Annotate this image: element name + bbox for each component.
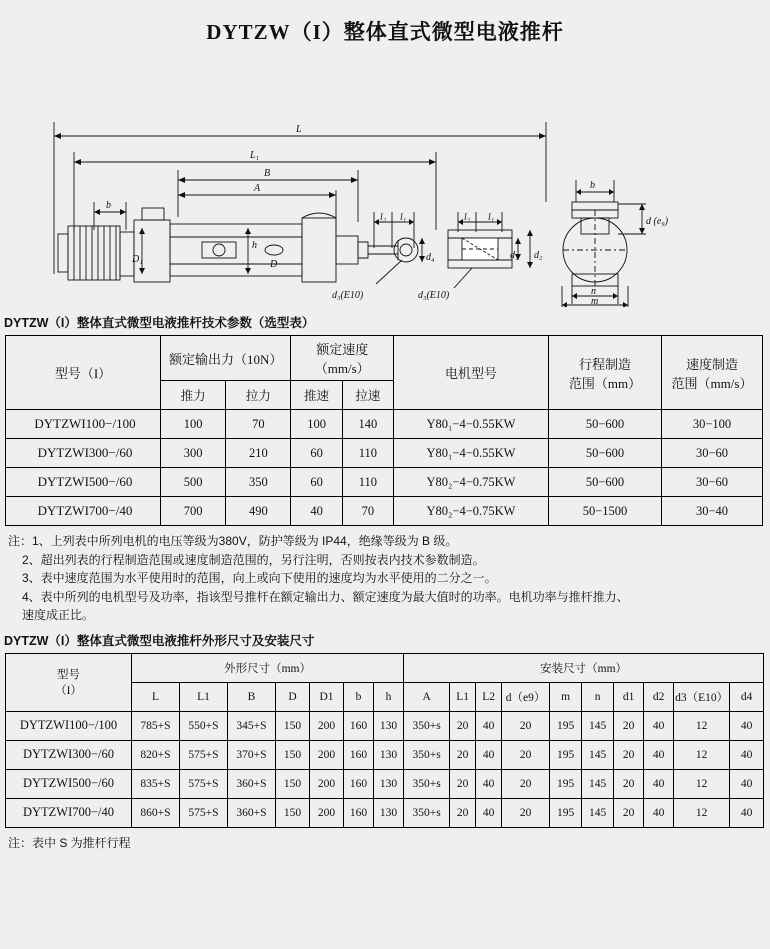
- spec-header-motor: 电机型号: [394, 336, 549, 410]
- spec-cell-push: 700: [161, 497, 226, 526]
- table-row: [6, 740, 764, 769]
- dim-cell: 12: [674, 769, 730, 798]
- dim-cell: 20: [450, 798, 476, 827]
- dim-cell: 150: [276, 711, 310, 740]
- dim-cell: 12: [674, 740, 730, 769]
- dim-cell: 350+s: [404, 740, 450, 769]
- label-b-left: b: [106, 200, 111, 211]
- dim-cell: 200: [310, 711, 344, 740]
- dim-cell-model: DYTZWI700−/40: [6, 798, 132, 827]
- table-row: [6, 711, 764, 740]
- spec-cell-stroke: 50−600: [549, 439, 662, 468]
- spec-header-speed-range: [662, 336, 763, 410]
- spec-notes: [8, 532, 762, 625]
- dim-cell: 40: [730, 711, 764, 740]
- dim-cell: 20: [502, 798, 550, 827]
- note-line-2: 2、超出列表的行程制造范围或速度制造范围的，另行注明，否则按表内技术参数制造。: [22, 552, 485, 567]
- spec-header-push: 推力: [161, 381, 226, 410]
- dim-cell: 20: [502, 740, 550, 769]
- dim-cell: 40: [476, 769, 502, 798]
- dim-cell: 20: [450, 740, 476, 769]
- dim-cell: 145: [582, 769, 614, 798]
- spec-cell-vrange: 30−40: [662, 497, 763, 526]
- note-line-3: 3、表中速度范围为水平使用时的范围，向上或向下使用的速度均为水平使用的二分之一。: [22, 571, 497, 586]
- dim-cell: 350+s: [404, 769, 450, 798]
- dim-col-D1: D1: [310, 682, 344, 711]
- spec-header-speedrange-l1: 速度制造: [685, 356, 738, 372]
- dim-cell: 200: [310, 769, 344, 798]
- spec-cell-vrange: 30−100: [662, 410, 763, 439]
- dim-cell: 145: [582, 798, 614, 827]
- dim-cell: 130: [374, 769, 404, 798]
- dim-cell-model: DYTZWI100−/100: [6, 711, 132, 740]
- label-A: A: [254, 183, 261, 194]
- label-D1: D₁: [132, 254, 143, 265]
- spec-cell-pull: 350: [226, 468, 291, 497]
- spec-cell-vrange: 30−60: [662, 468, 763, 497]
- spec-cell-model: DYTZWI300−/60: [6, 439, 161, 468]
- spec-table: [5, 335, 763, 526]
- spec-cell-pull: 210: [226, 439, 291, 468]
- dim-cell: 40: [644, 711, 674, 740]
- dim-header-model-l2: （I）: [55, 685, 82, 698]
- label-m: m: [591, 296, 599, 307]
- dim-cell: 40: [644, 769, 674, 798]
- spec-cell-stroke: 50−1500: [549, 497, 662, 526]
- dim-cell: 20: [614, 711, 644, 740]
- spec-cell-pull: 490: [226, 497, 291, 526]
- dim-cell: 20: [614, 798, 644, 827]
- dim-col-d1: d1: [614, 682, 644, 711]
- spec-cell-vpull: 70: [342, 497, 393, 526]
- dim-cell: 195: [550, 769, 582, 798]
- dim-cell: 195: [550, 711, 582, 740]
- dim-note: 注：表中 S 为推杆行程: [8, 835, 131, 850]
- label-L1: L₁: [250, 150, 260, 161]
- note-line-1: 注：1、上列表中所列电机的电压等级为380V，防护等级为 IP44，绝缘等级为 B 级。: [8, 534, 458, 548]
- table-row: [6, 439, 763, 468]
- label-d3-mid: d₃(E10): [418, 290, 450, 301]
- dim-cell: 860+S: [132, 798, 180, 827]
- label-d2: d₂: [534, 250, 543, 261]
- dim-cell: 200: [310, 740, 344, 769]
- dim-cell: 20: [450, 711, 476, 740]
- label-d4: d₄: [426, 252, 435, 263]
- dim-cell: 575+S: [180, 798, 228, 827]
- spec-cell-vpush: 60: [291, 439, 342, 468]
- note-line-5: 速度成正比。: [22, 608, 95, 623]
- spec-cell-motor: Y80₁−4−0.55KW: [394, 439, 549, 468]
- dim-cell: 195: [550, 740, 582, 769]
- dim-cell: 360+S: [228, 798, 276, 827]
- dim-cell: 150: [276, 798, 310, 827]
- spec-cell-vpull: 140: [342, 410, 393, 439]
- dim-cell: 575+S: [180, 740, 228, 769]
- page-title: DYTZW（I）整体直式微型电液推杆: [206, 20, 564, 44]
- dim-cell: 20: [614, 740, 644, 769]
- dim-cell: 12: [674, 711, 730, 740]
- spec-header-speed-pull: 拉速: [342, 381, 393, 410]
- dim-cell: 150: [276, 740, 310, 769]
- spec-cell-stroke: 50−600: [549, 468, 662, 497]
- spec-cell-model: DYTZWI700−/40: [6, 497, 161, 526]
- dim-col-b: b: [344, 682, 374, 711]
- spec-cell-vrange: 30−60: [662, 439, 763, 468]
- dim-cell: 350+s: [404, 798, 450, 827]
- dim-cell: 145: [582, 740, 614, 769]
- drawing-svg: [6, 52, 764, 307]
- dim-cell: 370+S: [228, 740, 276, 769]
- spec-header-model: 型号（I）: [6, 336, 161, 410]
- table-row: [6, 798, 764, 827]
- label-de9: d (e₉): [646, 216, 669, 227]
- dim-caption: DYTZW（I）整体直式微型电液推杆外形尺寸及安装尺寸: [4, 633, 315, 648]
- dim-col-d4: d4: [730, 682, 764, 711]
- label-d1: d₁: [510, 250, 519, 261]
- spec-cell-motor: Y80₁−4−0.55KW: [394, 410, 549, 439]
- dim-col-d3: d3（E10）: [674, 682, 730, 711]
- dim-cell: 20: [502, 711, 550, 740]
- dim-cell: 40: [644, 798, 674, 827]
- dim-cell-model: DYTZWI500−/60: [6, 769, 132, 798]
- dim-cell: 40: [644, 740, 674, 769]
- spec-header-speed: 额定速度（mm/s）: [291, 336, 394, 381]
- spec-cell-push: 300: [161, 439, 226, 468]
- spec-cell-push: 100: [161, 410, 226, 439]
- technical-drawing: [6, 52, 764, 307]
- dim-col-L1i: L1: [450, 682, 476, 711]
- dim-col-L1: L1: [180, 682, 228, 711]
- label-l2-left: l₂: [380, 212, 387, 223]
- dim-cell: 12: [674, 798, 730, 827]
- dim-cell: 160: [344, 740, 374, 769]
- dim-cell: 130: [374, 740, 404, 769]
- dim-cell: 820+S: [132, 740, 180, 769]
- spec-header-stroke: [549, 336, 662, 410]
- spec-header-stroke-l2: 范围（mm）: [568, 375, 642, 391]
- dim-cell: 160: [344, 711, 374, 740]
- dim-col-h: h: [374, 682, 404, 711]
- note-line-4: 4、表中所列的电机型号及功率，指该型号推杆在额定输出力、额定速度为最大值时的功率。电机功率与推杆推力、: [22, 589, 629, 604]
- dim-cell: 160: [344, 769, 374, 798]
- dim-cell-model: DYTZWI300−/60: [6, 740, 132, 769]
- spec-cell-vpull: 110: [342, 439, 393, 468]
- dim-col-m: m: [550, 682, 582, 711]
- dim-cell: 785+S: [132, 711, 180, 740]
- spec-cell-stroke: 50−600: [549, 410, 662, 439]
- dim-cell: 350+s: [404, 711, 450, 740]
- label-B: B: [264, 168, 271, 179]
- spec-header-row-1: [6, 336, 763, 381]
- spec-cell-vpull: 110: [342, 468, 393, 497]
- label-L: L: [296, 124, 302, 135]
- label-h: h: [252, 240, 257, 251]
- spec-header-stroke-l1: 行程制造: [578, 356, 631, 372]
- dim-cell: 130: [374, 711, 404, 740]
- spec-cell-pull: 70: [226, 410, 291, 439]
- dim-cell: 20: [502, 769, 550, 798]
- dim-cell: 40: [730, 740, 764, 769]
- table-row: [6, 497, 763, 526]
- dim-cell: 550+S: [180, 711, 228, 740]
- dim-cell: 40: [730, 798, 764, 827]
- spec-cell-motor: Y80₂−4−0.75KW: [394, 497, 549, 526]
- spec-cell-vpush: 40: [291, 497, 342, 526]
- table-row: [6, 468, 763, 497]
- spec-cell-model: DYTZWI100−/100: [6, 410, 161, 439]
- dim-col-n: n: [582, 682, 614, 711]
- dim-cell: 200: [310, 798, 344, 827]
- dim-header-model: [6, 653, 132, 711]
- dim-col-L: L: [132, 682, 180, 711]
- spec-header-pull: 拉力: [226, 381, 291, 410]
- dim-cell: 575+S: [180, 769, 228, 798]
- label-l1-left: l₁: [400, 212, 407, 223]
- spec-caption: DYTZW（I）整体直式微型电液推杆技术参数（选型表）: [4, 316, 315, 330]
- dim-cell: 40: [476, 740, 502, 769]
- label-d3-left: d₃(E10): [332, 290, 364, 301]
- dim-cell: 40: [730, 769, 764, 798]
- dim-header-outer: 外形尺寸（mm）: [132, 653, 404, 682]
- dim-col-A: A: [404, 682, 450, 711]
- dim-cell: 195: [550, 798, 582, 827]
- dimension-table: [5, 653, 764, 828]
- label-l2-mid: l₂: [464, 212, 471, 223]
- spec-header-speedrange-l2: 范围（mm/s）: [671, 375, 753, 391]
- dim-col-D: D: [276, 682, 310, 711]
- spec-cell-vpush: 60: [291, 468, 342, 497]
- dim-cell: 40: [476, 798, 502, 827]
- spec-header-force: 额定输出力（10N）: [161, 336, 291, 381]
- dim-col-B: B: [228, 682, 276, 711]
- label-D: D: [270, 259, 278, 270]
- dim-cell: 150: [276, 769, 310, 798]
- table-row: [6, 769, 764, 798]
- dim-cell: 20: [450, 769, 476, 798]
- spec-header-speed-push: 推速: [291, 381, 342, 410]
- dim-col-d2: d2: [644, 682, 674, 711]
- dim-header-row-1: [6, 653, 764, 682]
- dim-col-de9: d（e9）: [502, 682, 550, 711]
- dim-cell: 20: [614, 769, 644, 798]
- spec-cell-vpush: 100: [291, 410, 342, 439]
- dim-cell: 40: [476, 711, 502, 740]
- dim-cell: 130: [374, 798, 404, 827]
- dim-cell: 145: [582, 711, 614, 740]
- dim-cell: 345+S: [228, 711, 276, 740]
- label-n: n: [591, 286, 596, 297]
- table-row: [6, 410, 763, 439]
- label-b-right: b: [590, 180, 595, 191]
- spec-cell-motor: Y80₂−4−0.75KW: [394, 468, 549, 497]
- dim-col-L2i: L2: [476, 682, 502, 711]
- spec-cell-push: 500: [161, 468, 226, 497]
- spec-cell-model: DYTZWI500−/60: [6, 468, 161, 497]
- dim-cell: 160: [344, 798, 374, 827]
- dim-cell: 835+S: [132, 769, 180, 798]
- dim-cell: 360+S: [228, 769, 276, 798]
- dim-header-model-l1: 型号: [57, 669, 80, 682]
- label-l1-mid: l₁: [488, 212, 495, 223]
- dim-header-install: 安装尺寸（mm）: [404, 653, 764, 682]
